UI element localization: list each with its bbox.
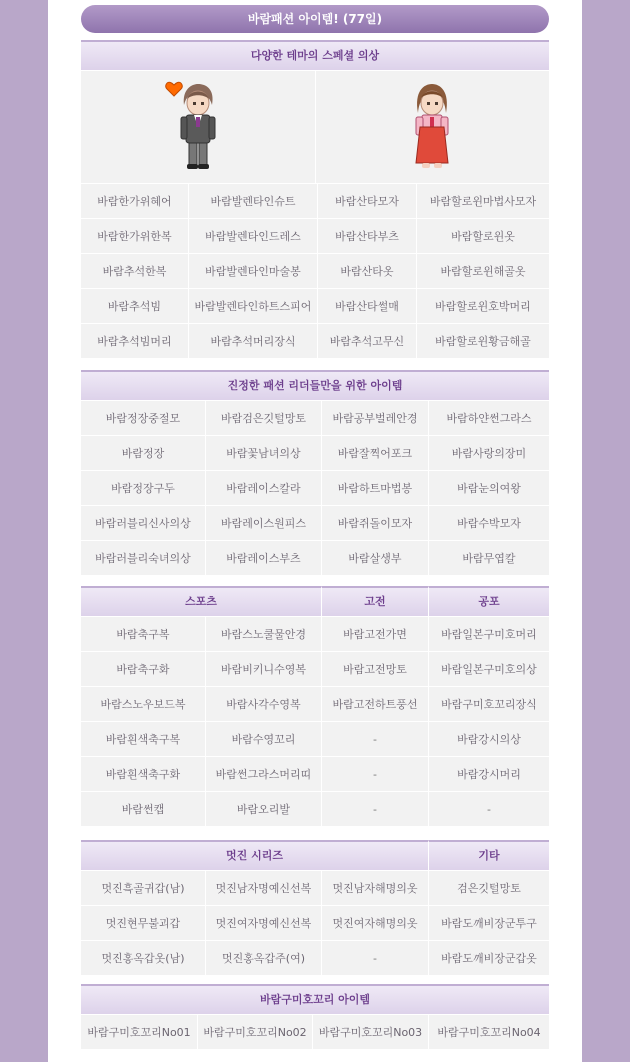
- sports-header: 스포츠: [81, 586, 322, 616]
- male-character-icon: [178, 83, 218, 171]
- item-name: 바람도깨비장군투구: [441, 917, 537, 930]
- themes-row: [81, 323, 549, 358]
- classic-header: 고전: [322, 586, 429, 616]
- item-name: 바람발렌타인슈트: [189, 184, 318, 218]
- themes-row: [81, 218, 549, 253]
- item-name: 바람할로윈마법사모자: [429, 195, 537, 208]
- item-name: 바람한가위혜어: [81, 184, 189, 218]
- item-name: 바람고전망토: [322, 652, 429, 686]
- item-name: 바람구미호꼬리No02: [198, 1015, 313, 1049]
- themes-row: [81, 288, 549, 323]
- item-name: 바람수영꼬리: [206, 722, 322, 756]
- leaders-row: [81, 435, 549, 470]
- series-row: [81, 870, 549, 905]
- item-name: 멋진남자명예신선복: [206, 871, 322, 905]
- item-name: 바람추석한복: [81, 254, 189, 288]
- item-name: 바람추석머리장식: [189, 324, 318, 358]
- item-name: 바람구미호꼬리No03: [313, 1015, 429, 1049]
- item-name: 멋진홍옥갑주(여): [206, 941, 322, 975]
- item-name: 멋진현무불괴갑: [81, 906, 206, 940]
- item-name: 바람축구복: [81, 617, 206, 651]
- leaders-item-grid: [81, 400, 549, 575]
- item-name: 바람쥐돌이모자: [322, 506, 429, 540]
- sports-row: [81, 756, 549, 791]
- item-name: 바람잘찍어포크: [322, 436, 429, 470]
- item-name: 바람할로윈옷: [451, 230, 515, 243]
- item-name: 멋진여자해명의옷: [322, 906, 429, 940]
- sports-row: [81, 791, 549, 826]
- themes-row: [81, 183, 549, 218]
- item-name: 멋진남자해명의옷: [322, 871, 429, 905]
- item-name: 바람할로윈황금해골: [435, 335, 531, 348]
- sports-row: [81, 721, 549, 756]
- item-name: 멋진흑골귀갑(남): [81, 871, 206, 905]
- sports-section: [81, 586, 549, 826]
- item-name: 바람사각수영복: [206, 687, 322, 721]
- item-name: 바람발렌타인드레스: [189, 219, 318, 253]
- item-name: 바람발렌타인하트스피어: [189, 289, 318, 323]
- item-name: 바람눈의여왕: [457, 482, 521, 495]
- sports-item-grid: [81, 616, 549, 826]
- sports-row: [81, 616, 549, 651]
- item-name: 바람강시머리: [457, 768, 521, 781]
- item-name: 바람레이스칼라: [206, 471, 322, 505]
- series-row: [81, 940, 549, 975]
- item-name: 바람무엽칼: [462, 552, 516, 565]
- item-name: 바람흰색축구복: [81, 722, 206, 756]
- item-name: 바람한가위한복: [81, 219, 189, 253]
- item-name: 바람추석고무신: [318, 324, 417, 358]
- item-name: 바람정장구두: [81, 471, 206, 505]
- item-name: 검은깃털망토: [457, 882, 521, 895]
- item-name: 바람꽃남녀의상: [206, 436, 322, 470]
- item-name: 바람레이스부츠: [206, 541, 322, 575]
- item-name: 바람살생부: [322, 541, 429, 575]
- series-item-grid: [81, 870, 549, 975]
- gumiho-row: [81, 1014, 549, 1049]
- item-name: 바람스노우보드복: [81, 687, 206, 721]
- item-name: 바람흰색축구화: [81, 757, 206, 791]
- gumiho-section: [81, 984, 549, 1049]
- leaders-header: 진정한 패션 리더들만을 위한 아이템: [81, 370, 549, 400]
- empty-cell: -: [322, 941, 429, 975]
- item-name: 바람레이스원피스: [206, 506, 322, 540]
- item-name: 바람썬캡: [81, 792, 206, 826]
- series-header: 멋진 시리즈: [81, 840, 429, 870]
- item-name: 바람하얀썬그라스: [446, 412, 532, 425]
- item-name: 멋진홍옥갑옷(남): [81, 941, 206, 975]
- item-name: 바람강시의상: [457, 733, 521, 746]
- leaders-row: [81, 470, 549, 505]
- item-name: 바람스노쿨물안경: [206, 617, 322, 651]
- etc-header: 기타: [429, 840, 549, 870]
- item-name: 바람산타모자: [318, 184, 417, 218]
- empty-cell: -: [322, 792, 429, 826]
- themes-row: [81, 253, 549, 288]
- themes-header: 다양한 테마의 스페셜 의상: [81, 40, 549, 70]
- item-name: 바람산타썰매: [318, 289, 417, 323]
- item-name: 바람일본구미호머리: [441, 628, 537, 641]
- leaders-row: [81, 400, 549, 435]
- female-character-icon: [412, 83, 452, 171]
- item-name: 바람고전가면: [322, 617, 429, 651]
- item-name: 바람구미호꼬리장식: [441, 698, 537, 711]
- themes-item-grid: [81, 183, 549, 358]
- item-name: 멋진여자명예신선복: [206, 906, 322, 940]
- sports-header-row: [81, 586, 549, 616]
- item-name: 바람러블리신사의상: [81, 506, 206, 540]
- page-title: 바람패션 아이템! (77일): [81, 5, 549, 33]
- item-name: 바람러블리숙녀의상: [81, 541, 206, 575]
- empty-cell: -: [322, 757, 429, 791]
- leaders-row: [81, 540, 549, 575]
- item-name: 바람일본구미호의상: [441, 663, 537, 676]
- leaders-section: [81, 370, 549, 575]
- item-name: 바람정장중절모: [81, 401, 206, 435]
- item-name: 바람사랑의장미: [451, 447, 527, 460]
- gumiho-header: 바람구미호꼬리 아이템: [81, 984, 549, 1014]
- themes-section: [81, 40, 549, 358]
- series-row: [81, 905, 549, 940]
- item-name: 바람검은깃털망토: [206, 401, 322, 435]
- item-name: 바람추석빔머리: [81, 324, 189, 358]
- item-name: 바람썬그라스머리띠: [206, 757, 322, 791]
- empty-cell: -: [487, 802, 491, 816]
- heart-icon: [165, 81, 183, 97]
- item-name: 바람산타부츠: [318, 219, 417, 253]
- item-name: 바람구미호꼬리No01: [81, 1015, 198, 1049]
- sports-row: [81, 651, 549, 686]
- item-name: 바람비키니수영복: [206, 652, 322, 686]
- item-name: 바람정장: [81, 436, 206, 470]
- horror-header: 공포: [429, 586, 549, 616]
- item-name: 바람오리발: [206, 792, 322, 826]
- series-header-row: [81, 840, 549, 870]
- female-character-cell: [316, 71, 550, 183]
- character-preview-row: [81, 70, 549, 183]
- item-name: 바람할로윈해골옷: [440, 265, 526, 278]
- item-name: 바람도깨비장군갑옷: [441, 952, 537, 965]
- item-name: 바람추석빔: [81, 289, 189, 323]
- sports-row: [81, 686, 549, 721]
- item-name: 바람할로윈호박머리: [435, 300, 531, 313]
- series-section: [81, 840, 549, 975]
- leaders-row: [81, 505, 549, 540]
- item-name: 바람구미호꼬리No04: [437, 1026, 541, 1039]
- empty-cell: -: [322, 722, 429, 756]
- item-name: 바람축구화: [81, 652, 206, 686]
- male-character-cell: [81, 71, 316, 183]
- item-name: 바람공부벌레안경: [322, 401, 429, 435]
- gumiho-item-grid: [81, 1014, 549, 1049]
- item-name: 바람하트마법봉: [322, 471, 429, 505]
- item-name: 바람고전하트풍선: [322, 687, 429, 721]
- item-name: 바람수박모자: [457, 517, 521, 530]
- item-name: 바람산타옷: [318, 254, 417, 288]
- item-name: 바람발렌타인마술봉: [189, 254, 318, 288]
